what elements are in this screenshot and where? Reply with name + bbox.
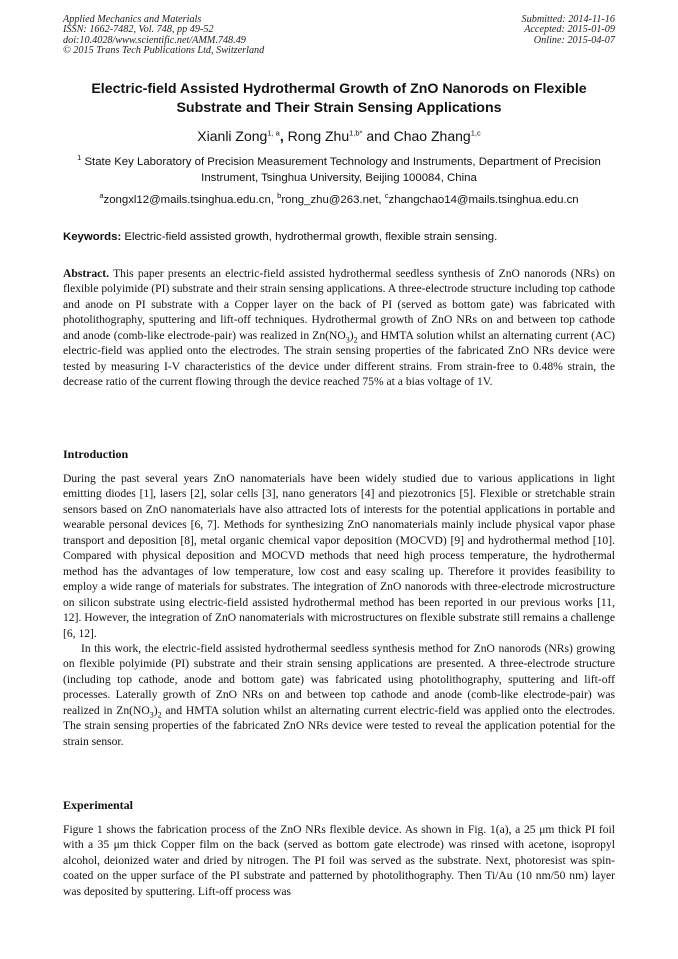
introduction-body [63, 471, 615, 749]
experimental-body [63, 822, 615, 899]
section-heading-introduction: Introduction [63, 447, 129, 461]
subscript: 2 [353, 335, 358, 345]
online-date: Online: 2015-04-07 [533, 34, 615, 46]
paren: ) [349, 328, 354, 342]
abstract-label: Abstract. [63, 267, 110, 280]
abstract-text: and HMTA solution whilst an alternating current (AC) electric-field was applied onto the electrodes. The strain sensing properties of the fabricated ZnO NRs device were tested by measuring I-V characteristics of the device under different strains. From strain-free to 0.48% strain, the decrease ratio of the current flowing through the device reached 75% at a bias voltage of 1V. [63, 328, 615, 389]
paragraph [63, 641, 615, 749]
author-affil-mark: 1, a [267, 128, 280, 138]
author-name: Xianli Zong [197, 128, 268, 144]
keywords-text: Electric-field assisted growth, hydrothermal growth, flexible strain sensing. [121, 231, 498, 243]
paper-title: Electric-field Assisted Hydrothermal Growth of ZnO Nanorods on Flexible Substrate and Their Strain Sensing Applications [91, 81, 587, 116]
author-separator: and [362, 128, 394, 144]
email-mark: b [277, 191, 282, 201]
paren: ) [153, 703, 158, 717]
dates-header [522, 15, 615, 46]
email-mark: a [99, 191, 104, 201]
subscript: 3 [149, 710, 154, 720]
keywords [63, 230, 615, 245]
email-mark: c [384, 191, 389, 201]
paragraph: During the past several years ZnO nanomaterials have been widely studied due to various applications in light emitting diodes [1], lasers [2], solar cells [3], nano generators [4] and piezotronics [5]. Flexible or stretchable strain sensors based on ZnO nanomaterials have also attracted lots of interests for the potential applications in portable and wearable personal devices [6, 7]. Methods for synthesizing ZnO nanomaterials mainly include physical vapor phase transport and deposition [8], metal organic chemical vapor deposition (MOCVD) [9] and hydrothermal method [10]. Compared with physical deposition and MOCVD methods that need high process temperature, the hydrothermal method has the advantages of low temperature, low cost and easy scaling up. Therefore it provides feasibility to employ a wide range of materials for substrates. The integration of ZnO nanorods with three-electrode microstructure on silicon substrate using electric-field assisted hydrothermal method has been reported in our previous works [11, 12]. However, the integration of ZnO nanomaterials with microstructures on flexible substrate still remains a challenge [6, 12]. [63, 472, 615, 640]
affil-text: State Key Laboratory of Precision Measurement Technology and Instruments, Department of Precision Instrument, Tsinghua University, Beijing 100084, China [81, 156, 601, 184]
paragraph: Figure 1 shows the fabrication process of the ZnO NRs flexible device. As shown in Fig. 1(a), a 25 μm thick PI foil with a 35 μm thick Copper film on the back (served as bottom gate electrode) was rinsed with acetone, isopropyl alcohol, deionized water and dried by nitrogen. The PI foil was served as the substrate. Next, photoresist was spin-coated on the upper surface of the PI substrate and patterned by photolithography. Then Ti/Au (10 nm/50 nm) layer was deposited by sputtering. Lift-off process was [63, 823, 615, 898]
author-list [63, 127, 615, 145]
submitted-date: Submitted: 2014-11-16 [521, 14, 615, 25]
author-name: Chao Zhang [393, 128, 471, 144]
email-link[interactable]: zhangchao14@mails.tsinghua.edu.cn [388, 194, 579, 206]
keywords-label: Keywords: [63, 231, 122, 243]
author-name: Rong Zhu [287, 128, 350, 144]
journal-doi: doi:10.4028/www.scientific.net/AMM.748.49 [63, 34, 246, 46]
accepted-date: Accepted: 2015-01-09 [524, 24, 615, 36]
journal-header [63, 15, 264, 57]
author-affil-mark: 1,c [470, 128, 481, 138]
journal-issn: ISSN: 1662-7482, Vol. 748, pp 49-52 [63, 24, 214, 36]
journal-copyright: © 2015 Trans Tech Publications Ltd, Switzerland [63, 45, 265, 57]
section-heading-experimental: Experimental [63, 798, 133, 812]
paragraph-text: In this work, the electric-field assisted hydrothermal seedless synthesis method for ZnO nanorods (NRs) growing on flexible polyimide (PI) substrate and their strain sensing applications are presented. A three-electrode structure (including top cathode, anode and bottom gate) was fabricated using photolithography, sputtering and lift-off processes. Laterally growth of ZnO NRs on and between top cathode and anode (comb-like electrode-pair) was realized in Zn(NO [63, 641, 615, 717]
email-link[interactable]: zongxl12@mails.tsinghua.edu.cn, [103, 194, 278, 206]
affil-mark: 1 [77, 153, 82, 163]
author-affil-mark: 1,b* [349, 128, 363, 138]
author-emails [63, 193, 615, 208]
abstract-text: This paper presents an electric-field assisted hydrothermal seedless synthesis of ZnO nanorods (NRs) on flexible polyimide (PI) substrate and their strain sensing applications. A three-electrode structure including top cathode and anode on PI substrate with a Copper layer on the back of PI (served as bottom gate) was fabricated with photolithography, sputtering and lift-off techniques. Hydrothermal growth of ZnO NRs on and between top cathode and anode (comb-like electrode-pair) was realized in Zn(NO [63, 267, 615, 342]
subscript: 2 [157, 710, 162, 720]
paragraph-text: and HMTA solution whilst an alternating current electric-field was applied onto the electrodes. The strain sensing properties of the fabricated ZnO NRs device were tested to reveal the application potential for the strain sensor. [63, 703, 616, 748]
subscript: 3 [345, 335, 350, 345]
journal-name: Applied Mechanics and Materials [63, 14, 202, 25]
email-link[interactable]: rong_zhu@263.net, [281, 194, 385, 206]
affiliation [63, 155, 615, 186]
abstract [63, 266, 615, 390]
author-separator: , [279, 128, 288, 144]
